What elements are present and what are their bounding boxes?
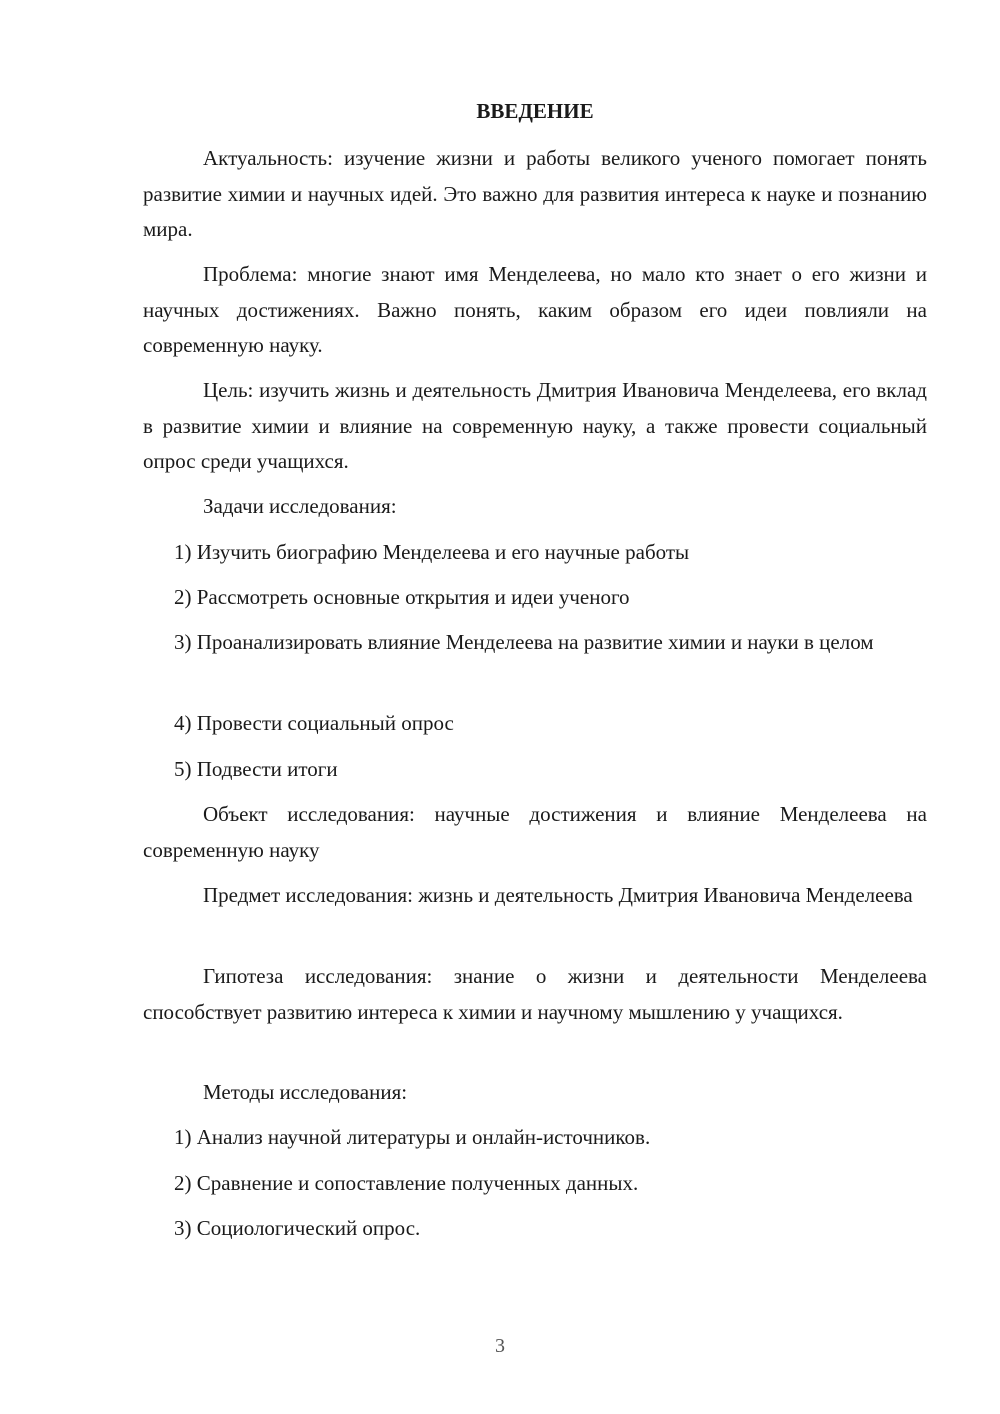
paragraph-object: Объект исследования: научные достижения и влияние Менделеева на современную науку — [143, 802, 927, 862]
list-item-method-1: 1) Анализ научной литературы и онлайн-источников. — [174, 1125, 651, 1149]
list-item-method-3: 3) Социологический опрос. — [174, 1216, 421, 1240]
list-item-task-1: 1) Изучить биографию Менделеева и его научные работы — [174, 540, 690, 564]
methods-heading: Методы исследования: — [203, 1080, 408, 1104]
paragraph-goal: Цель: изучить жизнь и деятельность Дмитрия Ивановича Менделеева, его вклад в развитие химии и влияние на современную науку, а также провести социальный опрос среди учащихся. — [143, 378, 927, 473]
list-item-task-3: 3) Проанализировать влияние Менделеева на развитие химии и науки в целом — [174, 630, 874, 654]
list-item-task-4: 4) Провести социальный опрос — [174, 711, 454, 735]
paragraph-subject: Предмет исследования: жизнь и деятельность Дмитрия Ивановича Менделеева — [203, 883, 913, 907]
paragraph-problem: Проблема: многие знают имя Менделеева, но мало кто знает о его жизни и научных достижениях. Важно понять, каким образом его идеи повлияли на современную науку. — [143, 262, 927, 357]
list-item-task-5: 5) Подвести итоги — [174, 757, 338, 781]
list-item-task-2: 2) Рассмотреть основные открытия и идеи ученого — [174, 585, 630, 609]
page-title: ВВЕДЕНИЕ — [476, 99, 594, 123]
paragraph-relevance: Актуальность: изучение жизни и работы великого ученого помогает понять развитие химии и научных идей. Это важно для развития интереса к науке и познанию мира. — [143, 146, 927, 241]
list-item-method-2: 2) Сравнение и сопоставление полученных данных. — [174, 1171, 639, 1195]
tasks-heading: Задачи исследования: — [203, 494, 397, 518]
paragraph-hypothesis: Гипотеза исследования: знание о жизни и деятельности Менделеева способствует развитию интереса к химии и научному мышлению у учащихся. — [143, 964, 927, 1024]
page-number: 3 — [495, 1335, 505, 1357]
